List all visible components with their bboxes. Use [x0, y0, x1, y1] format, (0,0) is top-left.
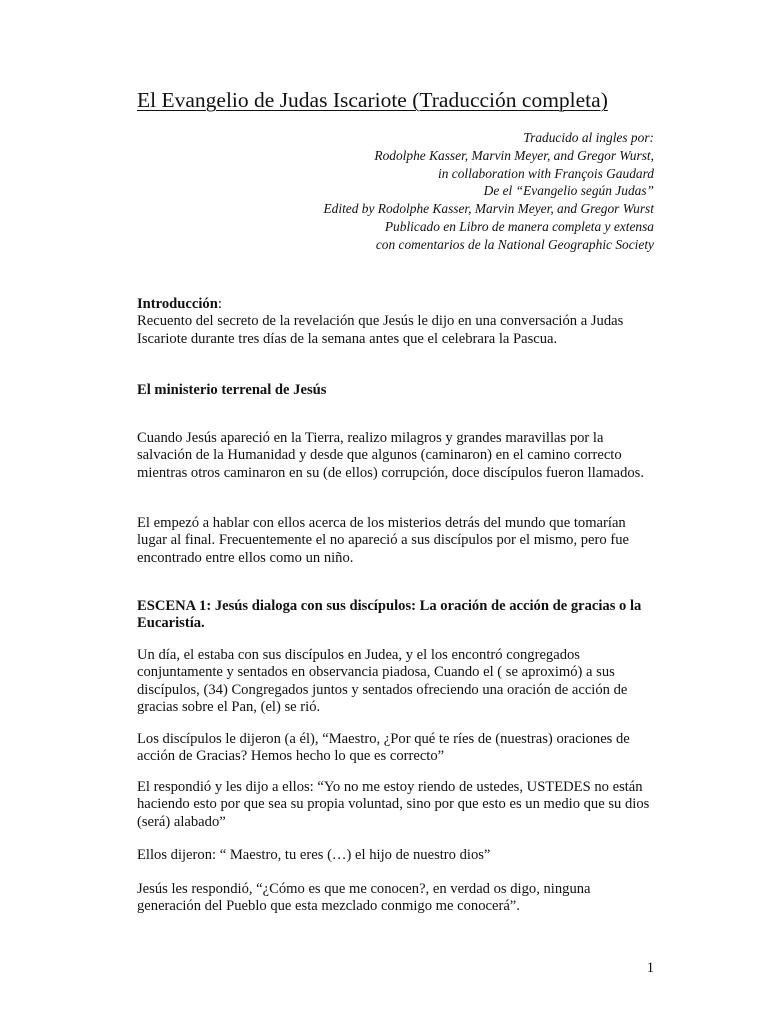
scene1-paragraph-3 [137, 779, 657, 831]
paragraph-line: (será) alabado” [137, 813, 226, 830]
paragraph-line: conjuntamente y sentados en observancia piadosa, Cuando el ( se aproximó) a sus [137, 664, 615, 681]
paragraph-line: El respondió y les dijo a ellos: “Yo no me estoy riendo de ustedes, USTEDES no están [137, 779, 643, 795]
credit-line: con comentarios de la National Geographic Society [375, 236, 654, 252]
paragraph-line: encontrado entre ellos como un niño. [137, 549, 354, 566]
scene1-paragraph-4 [137, 847, 657, 864]
heading-line: ESCENA 1: Jesús dialoga con sus discípulos: La oración de acción de gracias o la [137, 598, 642, 614]
paragraph-line: mientras otros caminaron en su (de ellos) corrupción, doce discípulos fueron llamados. [137, 464, 644, 481]
scene1-heading [137, 598, 657, 633]
paragraph-line: generación del Pueblo que esta mezclado conmigo me conocerá”. [137, 898, 520, 915]
paragraph-line: Ellos dijeron: “ Maestro, tu eres (…) el hijo de nuestro dios” [137, 847, 491, 863]
paragraph-line: haciendo esto por que sea su propia voluntad, sino por que esto es un medio que su dios [137, 796, 650, 813]
intro-colon: : [217, 296, 222, 312]
document-title: El Evangelio de Judas Iscariote (Traducción completa) [137, 88, 608, 112]
paragraph-line: Un día, el estaba con sus discípulos en Judea, y el los encontró congregados [137, 647, 580, 663]
paragraph-line: Cuando Jesús apareció en la Tierra, realizo milagros y grandes maravillas por la [137, 430, 604, 446]
paragraph-line: El empezó a hablar con ellos acerca de los misterios detrás del mundo que tomarían [137, 515, 626, 531]
scene1-paragraph-1 [137, 647, 657, 717]
paragraph-line: lugar al final. Frecuentemente el no apareció a sus discípulos por el mismo, pero fue [137, 532, 629, 549]
ministerio-paragraph-1 [137, 430, 657, 482]
intro-line: Iscariote durante tres días de la semana antes que el celebrara la Pascua. [137, 330, 558, 347]
intro-heading: Introducción [137, 296, 218, 312]
ministerio-paragraph-2 [137, 515, 657, 567]
credit-line: De el “Evangelio según Judas” [483, 183, 654, 199]
paragraph-line: discípulos, (34) Congregados juntos y sentados ofreciendo una oración de acción de [137, 681, 628, 698]
paragraph-line: Jesús les respondió, “¿Cómo es que me conocen?, en verdad os digo, ninguna [137, 881, 591, 897]
translation-credits [323, 129, 654, 254]
intro-line: Recuento del secreto de la revelación que Jesús le dijo en una conversación a Judas [137, 313, 624, 330]
scene1-paragraph-2 [137, 731, 657, 766]
paragraph-line: acción de Gracias? Hemos hecho lo que es correcto” [137, 748, 445, 765]
paragraph-line: salvación de la Humanidad y desde que algunos (caminaron) en el camino correcto [137, 447, 622, 464]
credit-line: Traducido al ingles por: [523, 130, 654, 145]
scene1-paragraph-5 [137, 881, 657, 916]
section-heading-ministerio: El ministerio terrenal de Jesús [137, 382, 327, 398]
paragraph-line: Los discípulos le dijeron (a él), “Maestro, ¿Por qué te ríes de (nuestras) oraciones de [137, 731, 630, 747]
intro-section [137, 296, 657, 348]
credit-line: Rodolphe Kasser, Marvin Meyer, and Gregor Wurst, [374, 147, 654, 163]
credit-line: Edited by Rodolphe Kasser, Marvin Meyer, and Gregor Wurst [323, 201, 654, 217]
heading-line: Eucaristía. [137, 615, 205, 632]
intro-heading-line [137, 296, 657, 313]
credit-line: Publicado en Libro de manera completa y extensa [384, 218, 654, 234]
paragraph-line: gracias sobre el Pan, (el) se rió. [137, 699, 321, 716]
credit-line: in collaboration with François Gaudard [438, 165, 654, 181]
page-number: 1 [646, 960, 654, 976]
